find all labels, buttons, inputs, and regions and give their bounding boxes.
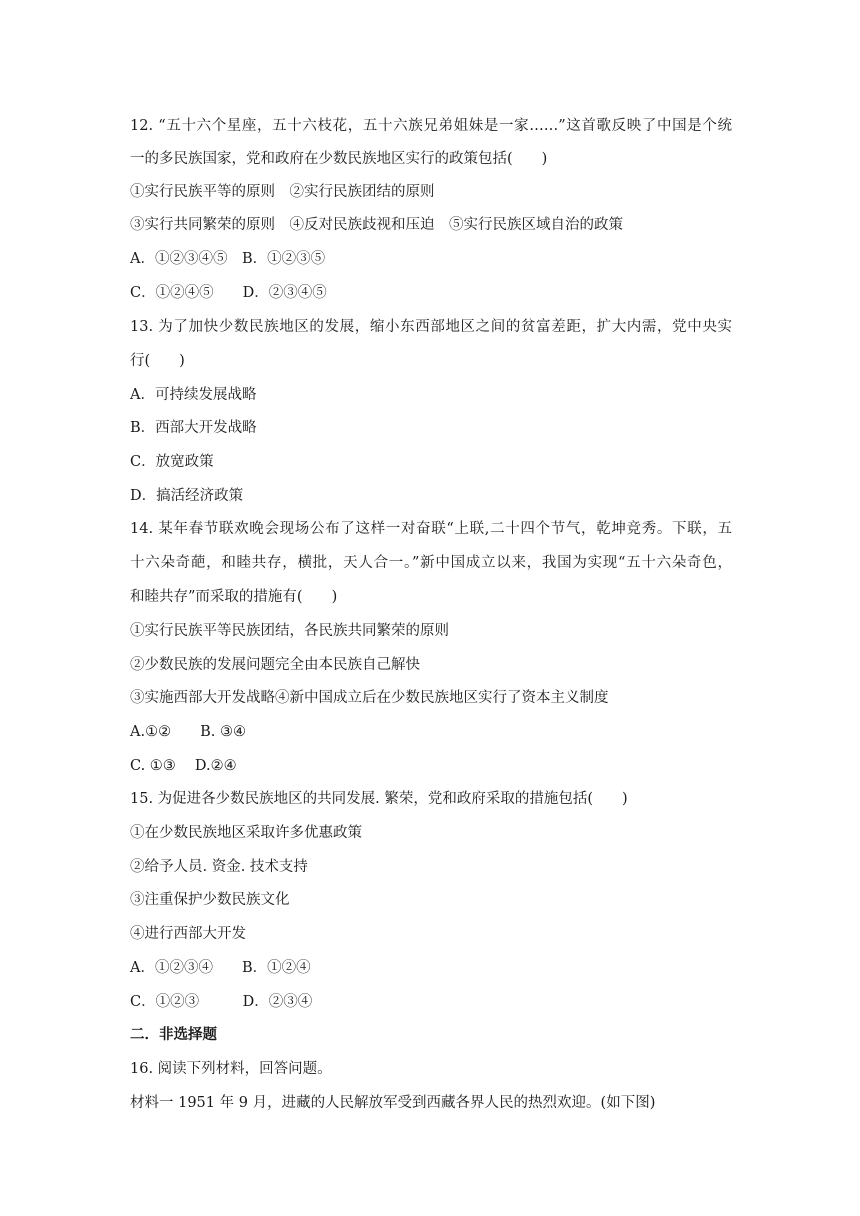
q14-options-ab: A.①② B. ③④ xyxy=(130,724,246,740)
q13-option-b: B．西部大开发战略 xyxy=(130,420,257,436)
q15-statement-3: ③注重保护少数民族文化 xyxy=(130,892,290,908)
q12-statements-2: ③实行共同繁荣的原则 ④反对民族歧视和压迫 ⑤实行民族区域自治的政策 xyxy=(130,217,623,233)
q13-option-d: D．搞活经济政策 xyxy=(130,488,244,504)
q14-statement-1: ①实行民族平等民族团结，各民族共同繁荣的原则 xyxy=(130,623,449,639)
q13-option-c: C．放宽政策 xyxy=(130,454,214,470)
q15-stem: 15. 为促进各少数民族地区的共同发展. 繁荣，党和政府采取的措施包括( ) xyxy=(130,791,628,807)
q15-statement-1: ①在少数民族地区采取许多优惠政策 xyxy=(130,825,362,841)
q15-statement-2: ②给予人员. 资金. 技术支持 xyxy=(130,859,308,875)
q13-stem-line-2: 行( ) xyxy=(130,353,185,369)
q14-options-cd: C. ①③ D.②④ xyxy=(130,758,237,774)
q16-stem: 16. 阅读下列材料，回答问题。 xyxy=(130,1061,332,1077)
q14-statement-2: ②少数民族的发展问题完全由本民族自己解快 xyxy=(130,657,420,673)
q12-stem-line-2: 一的多民族国家，党和政府在少数民族地区实行的政策包括( ) xyxy=(130,151,548,167)
q12-options-ab: A．①②③④⑤ B．①②③⑤ xyxy=(130,251,326,267)
q13-option-a: A．可持续发展战略 xyxy=(130,387,257,403)
q14-stem-line-2: 十六朵奇葩，和睦共存，横批，天人合一。”新中国成立以来，我国为实现“五十六朵奇色， xyxy=(130,555,732,571)
q15-options-ab: A．①②③④ B．①②④ xyxy=(130,960,311,976)
q16-material-1: 材料一 1951 年 9 月，进藏的人民解放军受到西藏各界人民的热烈欢迎。(如下图) xyxy=(130,1095,656,1111)
q12-statements-1: ①实行民族平等的原则 ②实行民族团结的原则 xyxy=(130,184,435,200)
q12-options-cd: C．①②④⑤ D．②③④⑤ xyxy=(130,285,327,301)
q15-statement-4: ④进行西部大开发 xyxy=(130,926,246,942)
q13-stem-line-1: 13. 为了加快少数民族地区的发展，缩小东西部地区之间的贫富差距，扩大内需，党中央实 xyxy=(130,319,732,335)
q15-options-cd: C．①②③ D．②③④ xyxy=(130,994,313,1010)
section-heading: 二．非选择题 xyxy=(130,1026,217,1043)
q14-stem-line-1: 14. 某年春节联欢晚会现场公布了这样一对奋联“上联,二十四个节气，乾坤竞秀。下联，五 xyxy=(130,521,733,537)
q14-statement-3: ③实施西部大开发战略④新中国成立后在少数民族地区实行了资本主义制度 xyxy=(130,690,609,706)
q12-stem-line-1: 12. “五十六个星座，五十六枝花，五十六族兄弟姐妹是一家……”这首歌反映了中国是个统 xyxy=(130,118,732,134)
q14-stem-line-3: 和睦共存”而采取的措施有( ) xyxy=(130,589,338,605)
